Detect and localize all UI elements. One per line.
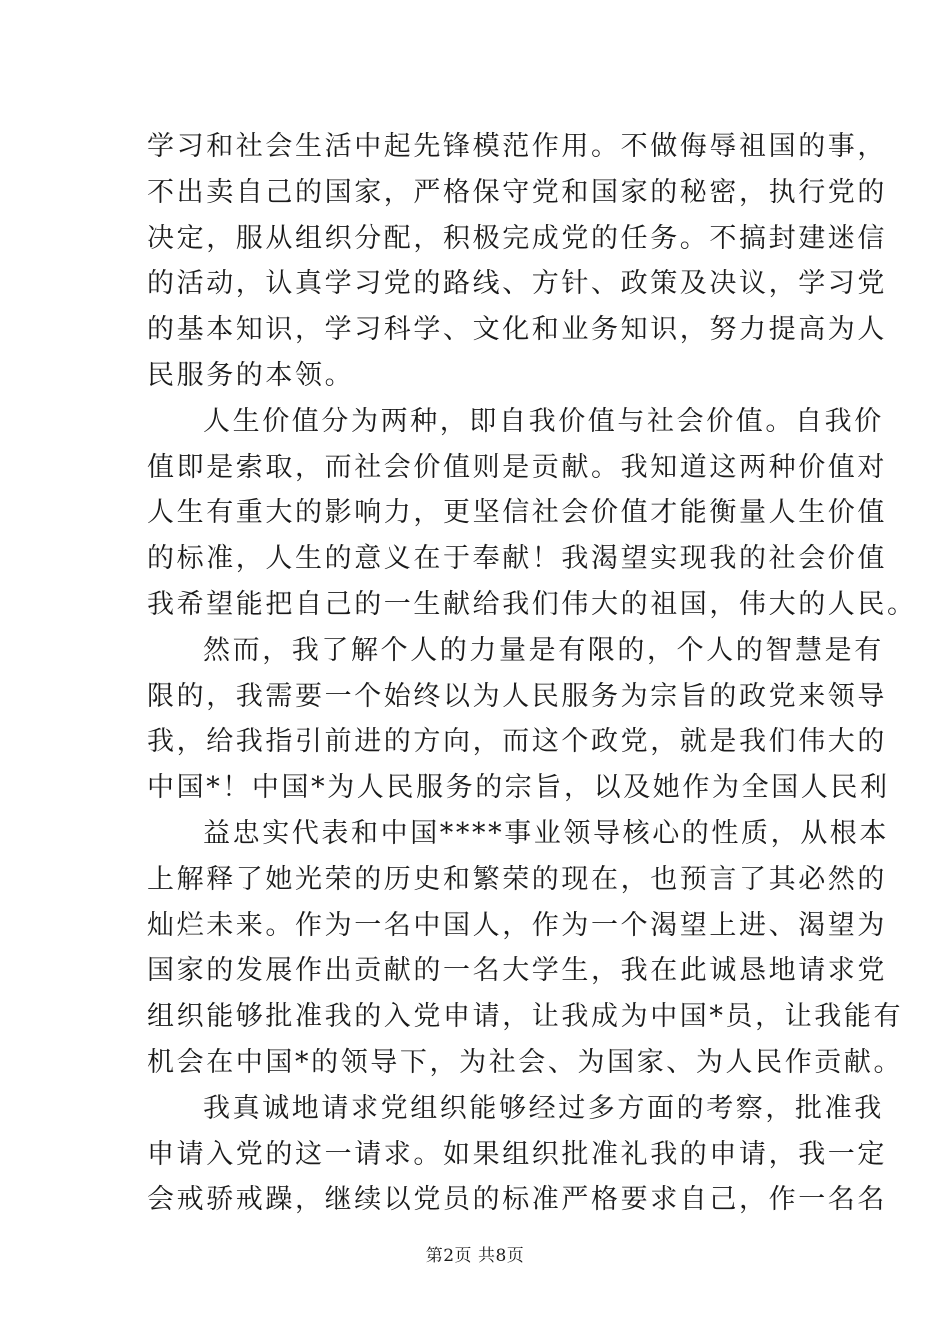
text-line: 的标准，人生的意义在于奉献！我渴望实现我的社会价值: [147, 543, 887, 575]
text-line: 国家的发展作出贡献的一名大学生，我在此诚恳地请求党: [147, 955, 887, 987]
text-line: 上解释了她光荣的历史和繁荣的现在，也预言了其必然的: [147, 863, 887, 895]
text-line: 学习和社会生活中起先锋模范作用。不做侮辱祖国的事，: [147, 131, 887, 162]
text-line: 的基本知识，学习科学、文化和业务知识，努力提高为人: [147, 314, 887, 346]
text-line: 申请入党的这一请求。如果组织批准礼我的申请，我一定: [147, 1138, 887, 1170]
text-line: 灿烂未来。作为一名中国人，作为一个渴望上进、渴望为: [147, 909, 887, 941]
text-line: 不出卖自己的国家，严格保守党和国家的秘密，执行党的: [147, 176, 887, 208]
text-line: 的活动，认真学习党的路线、方针、政策及决议，学习党: [147, 268, 887, 300]
text-line: 我真诚地请求党组织能够经过多方面的考察，批准我: [203, 1092, 884, 1124]
text-line: 我希望能把自己的一生献给我们伟大的祖国，伟大的人民。: [147, 588, 917, 620]
text-line: 限的，我需要一个始终以为人民服务为宗旨的政党来领导: [147, 680, 887, 712]
page-footer: 第2页 共8页: [425, 1246, 525, 1266]
text-line: 人生有重大的影响力，更坚信社会价值才能衡量人生价值: [147, 497, 887, 529]
text-line: 我，给我指引前进的方向，而这个政党，就是我们伟大的: [147, 726, 887, 758]
text-line: 会戒骄戒躁，继续以党员的标准严格要求自己，作一名名: [147, 1184, 887, 1216]
text-line: 然而，我了解个人的力量是有限的，个人的智慧是有: [203, 634, 884, 666]
text-line: 值即是索取，而社会价值则是贡献。我知道这两种价值对: [147, 451, 887, 483]
text-line: 机会在中国*的领导下，为社会、为国家、为人民作贡献。: [147, 1046, 904, 1078]
text-line: 民服务的本领。: [147, 359, 355, 391]
text-line: 组织能够批准我的入党申请，让我成为中国*员，让我能有: [147, 1001, 904, 1033]
text-line: 决定，服从组织分配，积极完成党的任务。不搞封建迷信: [147, 222, 887, 254]
text-line: 人生价值分为两种，即自我价值与社会价值。自我价: [203, 405, 884, 437]
body-text: [147, 124, 917, 1223]
text-line: 益忠实代表和中国****事业领导核心的性质，从根本: [203, 817, 889, 849]
text-line: 中国*！中国*为人民服务的宗旨，以及她作为全国人民利: [147, 772, 890, 804]
